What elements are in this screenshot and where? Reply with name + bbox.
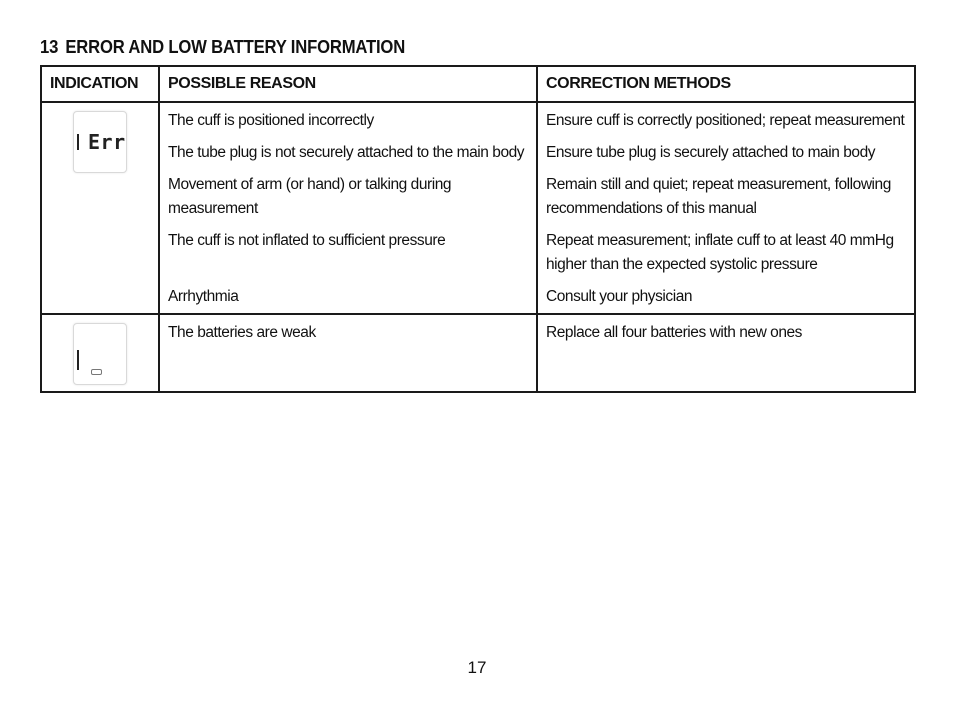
correction-text: recommendations of this manual xyxy=(546,200,757,217)
lcd-err-text: Err xyxy=(88,130,126,154)
lcd-err-display-icon xyxy=(73,111,127,173)
correction-method-cell xyxy=(537,314,915,392)
section-heading xyxy=(40,36,405,58)
reason-text: The cuff is not inflated to sufficient pressure xyxy=(168,232,446,249)
correction-text: Ensure cuff is correctly positioned; repeat measurement xyxy=(546,112,905,129)
reason-text: Movement of arm (or hand) or talking during xyxy=(168,176,452,193)
indication-cell xyxy=(41,102,159,314)
table-header-row xyxy=(41,66,915,102)
correction-text: Remain still and quiet; repeat measurement, following xyxy=(546,176,891,193)
section-number: 13 xyxy=(40,36,59,57)
correction-text: Ensure tube plug is securely attached to main body xyxy=(546,144,876,161)
correction-text: Repeat measurement; inflate cuff to at least 40 mmHg xyxy=(546,232,894,249)
correction-text: Consult your physician xyxy=(546,288,693,305)
possible-reason-cell xyxy=(159,102,537,314)
battery-icon xyxy=(91,369,102,375)
table-row-error xyxy=(41,102,915,314)
correction-text: Replace all four batteries with new ones xyxy=(546,324,802,341)
reason-text: The tube plug is not securely attached to the main body xyxy=(168,144,525,161)
header-correction-methods: CORRECTION METHODS xyxy=(537,66,915,102)
reason-text: Arrhythmia xyxy=(168,288,239,305)
header-indication: INDICATION xyxy=(41,66,159,102)
indication-cell xyxy=(41,314,159,392)
lcd-low-battery-display-icon xyxy=(73,323,127,385)
error-info-table xyxy=(40,65,916,393)
possible-reason-cell xyxy=(159,314,537,392)
section-title: ERROR AND LOW BATTERY INFORMATION xyxy=(65,36,406,57)
reason-text: measurement xyxy=(168,200,258,217)
table-row-low-battery xyxy=(41,314,915,392)
reason-text: The cuff is positioned incorrectly xyxy=(168,112,374,129)
reason-text: The batteries are weak xyxy=(168,324,316,341)
correction-method-cell xyxy=(537,102,915,314)
header-possible-reason: POSSIBLE REASON xyxy=(159,66,537,102)
page-number: 17 xyxy=(467,658,487,677)
correction-text: higher than the expected systolic pressure xyxy=(546,256,818,273)
